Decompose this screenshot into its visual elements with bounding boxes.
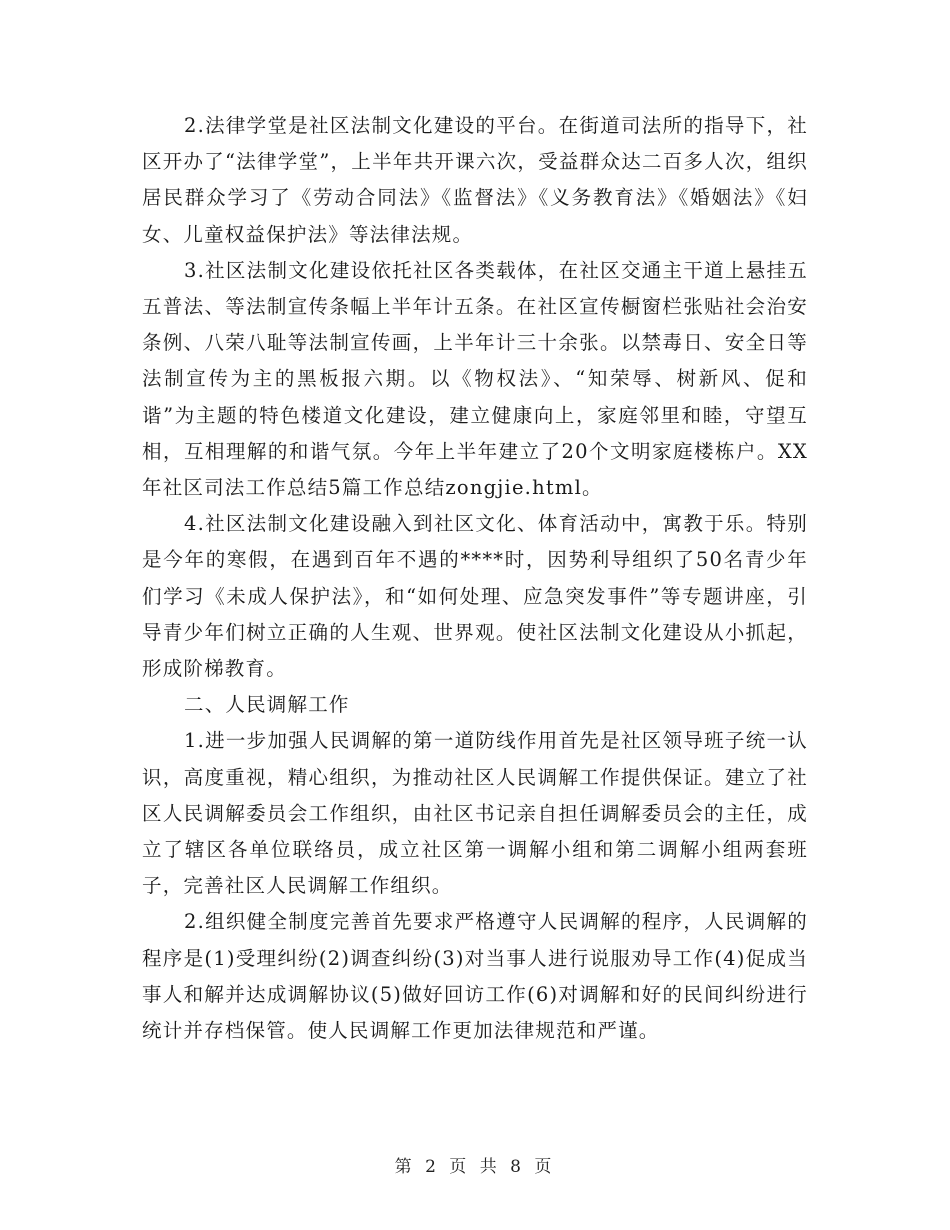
document-body <box>142 108 808 1049</box>
page-footer: 第 2 页 共 8 页 <box>394 1157 556 1177</box>
paragraph-legal-culture-carriers: 3.社区法制文化建设依托社区各类载体，在社区交通主干道上悬挂五五普法、等法制宣传条幅上半年计五条。在社区宣传橱窗栏张贴社会治安条例、八荣八耻等法制宣传画，上半年计三十余张。以禁毒日、安全日等法制宣传为主的黑板报六期。以《物权法》、“知荣辱、树新风、促和谐”为主题的特色楼道文化建设，建立健康向上，家庭邻里和睦，守望互相，互相理解的和谐气氛。今年上半年建立了20个文明家庭楼栋户。XX年社区司法工作总结5篇工作总结zongjie.html。 <box>142 258 808 500</box>
section-heading-mediation: 二、人民调解工作 <box>184 693 350 717</box>
paragraph-law-school: 2.法律学堂是社区法制文化建设的平台。在街道司法所的指导下，社区开办了“法律学堂”，上半年共开课六次，受益群众达二百多人次，组织居民群众学习了《劳动合同法》《监督法》《义务教育法》《婚姻法》《妇女、儿童权益保护法》等法律法规。 <box>142 114 808 246</box>
paragraph-culture-sports-activities: 4.社区法制文化建设融入到社区文化、体育活动中，寓教于乐。特别是今年的寒假，在遇到百年不遇的****时，因势利导组织了50名青少年们学习《未成人保护法》，和“如何处理、应急突发事件”等专题讲座，引导青少年们树立正确的人生观、世界观。使社区法制文化建设从小抓起，形成阶梯教育。 <box>142 512 808 681</box>
paragraph-first-line-of-defense: 1.进一步加强人民调解的第一道防线作用首先是社区领导班子统一认识，高度重视，精心组织，为推动社区人民调解工作提供保证。建立了社区人民调解委员会工作组织，由社区书记亲自担任调解委员会的主任，成立了辖区各单位联络员，成立社区第一调解小组和第二调解小组两套班子，完善社区人民调解工作组织。 <box>142 729 808 898</box>
paragraph-mediation-procedure: 2.组织健全制度完善首先要求严格遵守人民调解的程序，人民调解的程序是(1)受理纠纷(2)调查纠纷(3)对当事人进行说服劝导工作(4)促成当事人和解并达成调解协议(5)做好回访工作(6)对调解和好的民间纠纷进行统计并存档保管。使人民调解工作更加法律规范和严谨。 <box>142 910 808 1043</box>
